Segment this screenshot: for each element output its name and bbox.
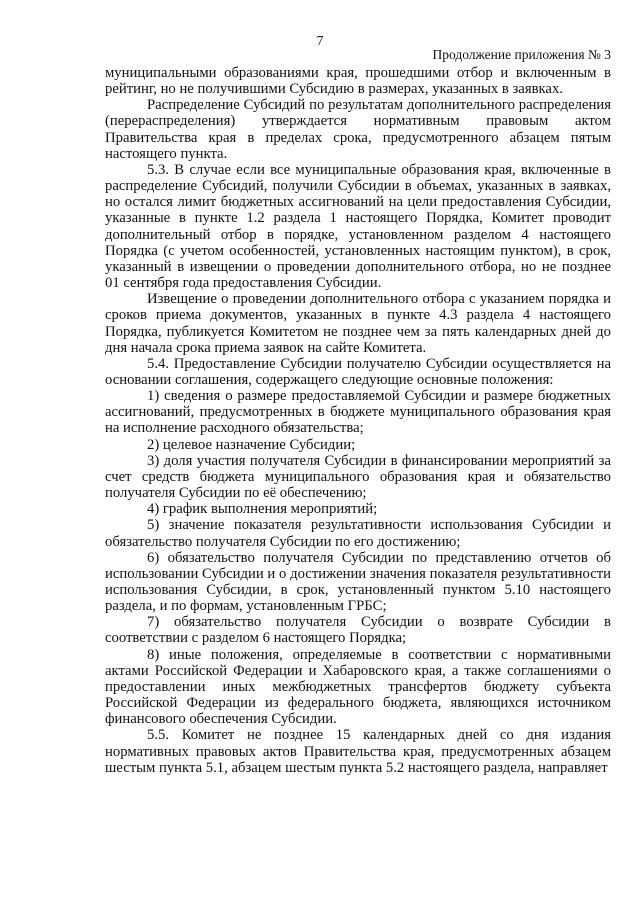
paragraph-notice: Извещение о проведении дополнительного отбора с указанием порядка и сроков приема документов, указанных в пункте 4.3 раздела 4 настоящего Порядка, публикуется Комитетом не позднее чем за пять календарных дней до дня начала срока приема заявок на сайте Комитета. [105, 291, 611, 356]
list-item-4: 4) график выполнения мероприятий; [147, 501, 378, 518]
list-item-1: 1) сведения о размере предоставляемой Субсидии и размере бюджетных ассигнований, предусмотренных в бюджете муниципального образования края на исполнение расходного обязательства; [105, 388, 611, 437]
list-item-3: 3) доля участия получателя Субсидии в финансировании мероприятий за счет средств бюджета муниципального образования края и обязательство получателя Субсидии по её обеспечению; [105, 452, 611, 502]
list-item-7: 7) обязательство получателя Субсидии о возврате Субсидии в соответствии с разделом 6 настоящего Порядка; [105, 614, 611, 647]
paragraph-5-5: 5.5. Комитет не позднее 15 календарных дней со дня издания нормативных правовых актов Правительства края, предусмотренных абзацем шестым пункта 5.1, абзацем шестым пункта 5.2 настоящего раздела, направляет [105, 727, 611, 776]
paragraph-5-3: 5.3. В случае если все муниципальные образования края, включенные в распределение Субсидий, получили Субсидии в объемах, указанных в заявках, но остался лимит бюджетных ассигнований на цели предоставления Субсидии, указанные в пункте 1.2 раздела 1 настоящего Порядка, Комитет проводит дополнительный отбор в порядке, установленном разделом 4 настоящего Порядка (с учетом особенностей, установленных настоящим пунктом), в срок, указанный в извещении о проведении дополнительного отбора, но не позднее 01 сентября года предоставления Субсидии. [105, 161, 611, 292]
list-item-2: 2) целевое назначение Субсидии; [147, 436, 356, 453]
paragraph-redistribution: Распределение Субсидий по результатам дополнительного распределения (перераспределения) утверждается нормативным правовым актом Правительства края в пределах срока, предусмотренного абзацем пятым настоящего пункта. [105, 97, 611, 162]
list-item-8: 8) иные положения, определяемые в соответствии с нормативными актами Российской Федерации и Хабаровского края, а также соглашениями о предоставлении иных межбюджетных трансфертов бюджету субъекта Российской Федерации из федерального бюджета, являющихся источником финансового обеспечения Субсидии. [105, 646, 611, 728]
paragraph-continuation: муниципальными образованиями края, прошедшими отбор и включенным в рейтинг, но не получившими Субсидию в размерах, указанных в заявках. [105, 65, 611, 98]
appendix-continuation-note: Продолжение приложения № 3 [432, 47, 611, 62]
paragraph-5-4: 5.4. Предоставление Субсидии получателю Субсидии осуществляется на основании соглашения, содержащего следующие основные положения: [105, 355, 611, 388]
page-number: 7 [316, 33, 324, 48]
list-item-6: 6) обязательство получателя Субсидии по представлению отчетов об использовании Субсидии и о достижении значения показателя результативности использования Субсидии, в срок, установленный пунктом 5.10 настоящего раздела, и по формам, установленным ГРБС; [105, 549, 611, 615]
document-body [105, 65, 611, 776]
list-item-5: 5) значение показателя результативности использования Субсидии и обязательство получателя Субсидии по его достижению; [105, 517, 611, 550]
